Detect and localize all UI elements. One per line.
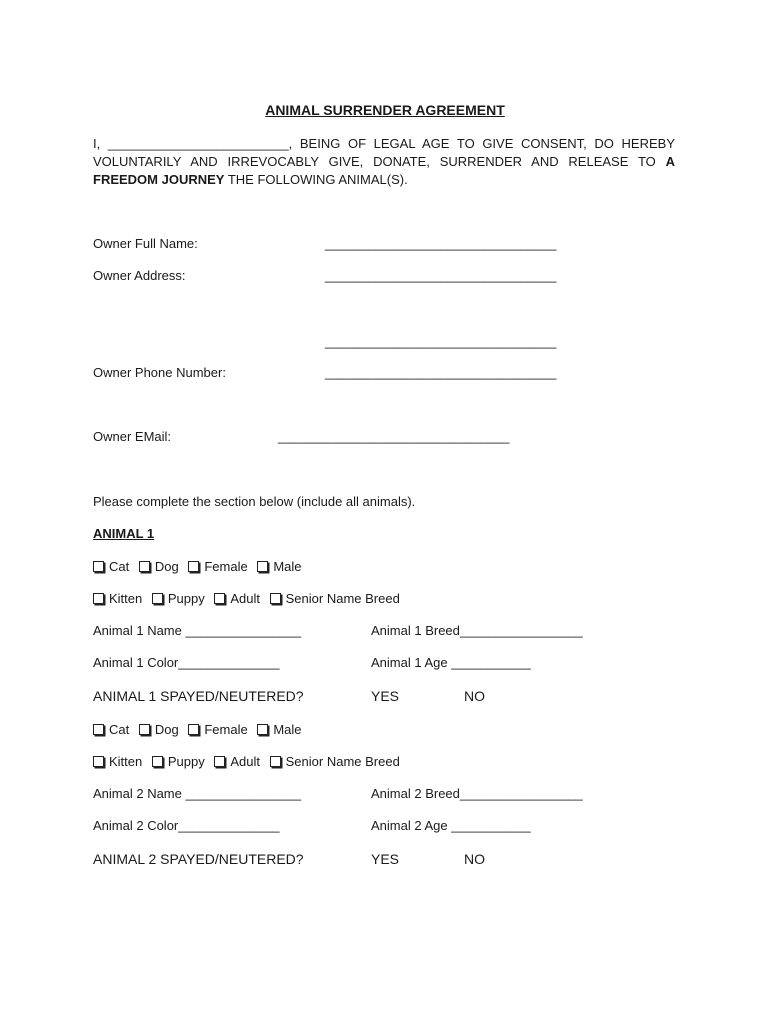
animal-2-age-field[interactable]: Animal 2 Age ___________ <box>371 818 531 833</box>
checkbox-icon <box>257 561 268 572</box>
owner-phone-label: Owner Phone Number: <box>93 365 226 380</box>
animal-2-color-field[interactable]: Animal 2 Color______________ <box>93 818 280 833</box>
animal-1-cat-checkbox[interactable]: Cat <box>93 559 129 574</box>
animal-2-puppy-checkbox[interactable]: Puppy <box>152 754 205 769</box>
intro-text-2: THE FOLLOWING ANIMAL(S). <box>224 172 408 187</box>
intro-text-1: I, _________________________, BEING OF LEGAL AGE TO GIVE CONSENT, DO HEREBY VOLUNTARILY AND IRREVOCABLY GIVE, DONATE, SURRENDER AND RELEASE TO <box>93 136 675 169</box>
owner-address-label: Owner Address: <box>93 268 186 283</box>
checkbox-icon <box>214 593 225 604</box>
checkbox-icon <box>214 756 225 767</box>
animal-2-age-options <box>93 754 406 769</box>
checkbox-icon <box>257 724 268 735</box>
document-title: ANIMAL SURRENDER AGREEMENT <box>265 102 505 118</box>
animal-1-senior-checkbox[interactable]: Senior Name Breed <box>270 591 400 606</box>
animal-1-spayed-label: ANIMAL 1 SPAYED/NEUTERED? <box>93 688 304 704</box>
animal-1-yes-option[interactable]: YES <box>371 688 400 704</box>
organization-name: A FREEDOM JOURNEY <box>93 154 675 187</box>
animal-1-no-option[interactable]: NO <box>464 688 485 704</box>
intro-paragraph <box>93 135 675 189</box>
animal-2-breed-field[interactable]: Animal 2 Breed_________________ <box>371 786 583 801</box>
checkbox-icon <box>93 724 104 735</box>
owner-email-field[interactable]: ________________________________ <box>278 429 510 444</box>
animal-2-yes-option[interactable]: YES <box>371 851 400 867</box>
owner-email-label: Owner EMail: <box>93 429 172 444</box>
animal-2-type-options <box>93 722 308 737</box>
checkbox-icon <box>188 561 199 572</box>
animal-1-kitten-checkbox[interactable]: Kitten <box>93 591 142 606</box>
checkbox-icon <box>93 593 104 604</box>
animal-1-heading: ANIMAL 1 <box>93 526 155 541</box>
animal-1-female-checkbox[interactable]: Female <box>188 559 247 574</box>
animal-1-name-field[interactable]: Animal 1 Name ________________ <box>93 623 302 638</box>
animal-1-adult-checkbox[interactable]: Adult <box>214 591 260 606</box>
animal-2-name-field[interactable]: Animal 2 Name ________________ <box>93 786 302 801</box>
animal-2-dog-checkbox[interactable]: Dog <box>139 722 179 737</box>
checkbox-icon <box>139 561 150 572</box>
checkbox-icon <box>93 756 104 767</box>
animal-2-female-checkbox[interactable]: Female <box>188 722 247 737</box>
animal-1-male-checkbox[interactable]: Male <box>257 559 301 574</box>
animal-1-age-field[interactable]: Animal 1 Age ___________ <box>371 655 531 670</box>
checkbox-icon <box>152 593 163 604</box>
animal-2-male-checkbox[interactable]: Male <box>257 722 301 737</box>
owner-phone-field[interactable]: ________________________________ <box>325 365 557 380</box>
animal-2-no-option[interactable]: NO <box>464 851 485 867</box>
animal-2-kitten-checkbox[interactable]: Kitten <box>93 754 142 769</box>
animal-2-cat-checkbox[interactable]: Cat <box>93 722 129 737</box>
checkbox-icon <box>152 756 163 767</box>
animal-2-senior-checkbox[interactable]: Senior Name Breed <box>270 754 400 769</box>
animal-2-adult-checkbox[interactable]: Adult <box>214 754 260 769</box>
owner-address-field-2[interactable]: ________________________________ <box>325 334 557 349</box>
animal-1-age-options <box>93 591 406 606</box>
checkbox-icon <box>188 724 199 735</box>
animal-1-breed-field[interactable]: Animal 1 Breed_________________ <box>371 623 583 638</box>
instructions-text: Please complete the section below (include all animals). <box>93 494 416 509</box>
animal-1-puppy-checkbox[interactable]: Puppy <box>152 591 205 606</box>
animal-2-spayed-label: ANIMAL 2 SPAYED/NEUTERED? <box>93 851 304 867</box>
owner-full-name-label: Owner Full Name: <box>93 236 198 251</box>
owner-full-name-field[interactable]: ________________________________ <box>325 236 557 251</box>
animal-1-type-options <box>93 559 308 574</box>
checkbox-icon <box>270 593 281 604</box>
checkbox-icon <box>93 561 104 572</box>
owner-address-field-1[interactable]: ________________________________ <box>325 268 557 283</box>
animal-1-dog-checkbox[interactable]: Dog <box>139 559 179 574</box>
checkbox-icon <box>270 756 281 767</box>
checkbox-icon <box>139 724 150 735</box>
animal-1-color-field[interactable]: Animal 1 Color______________ <box>93 655 280 670</box>
